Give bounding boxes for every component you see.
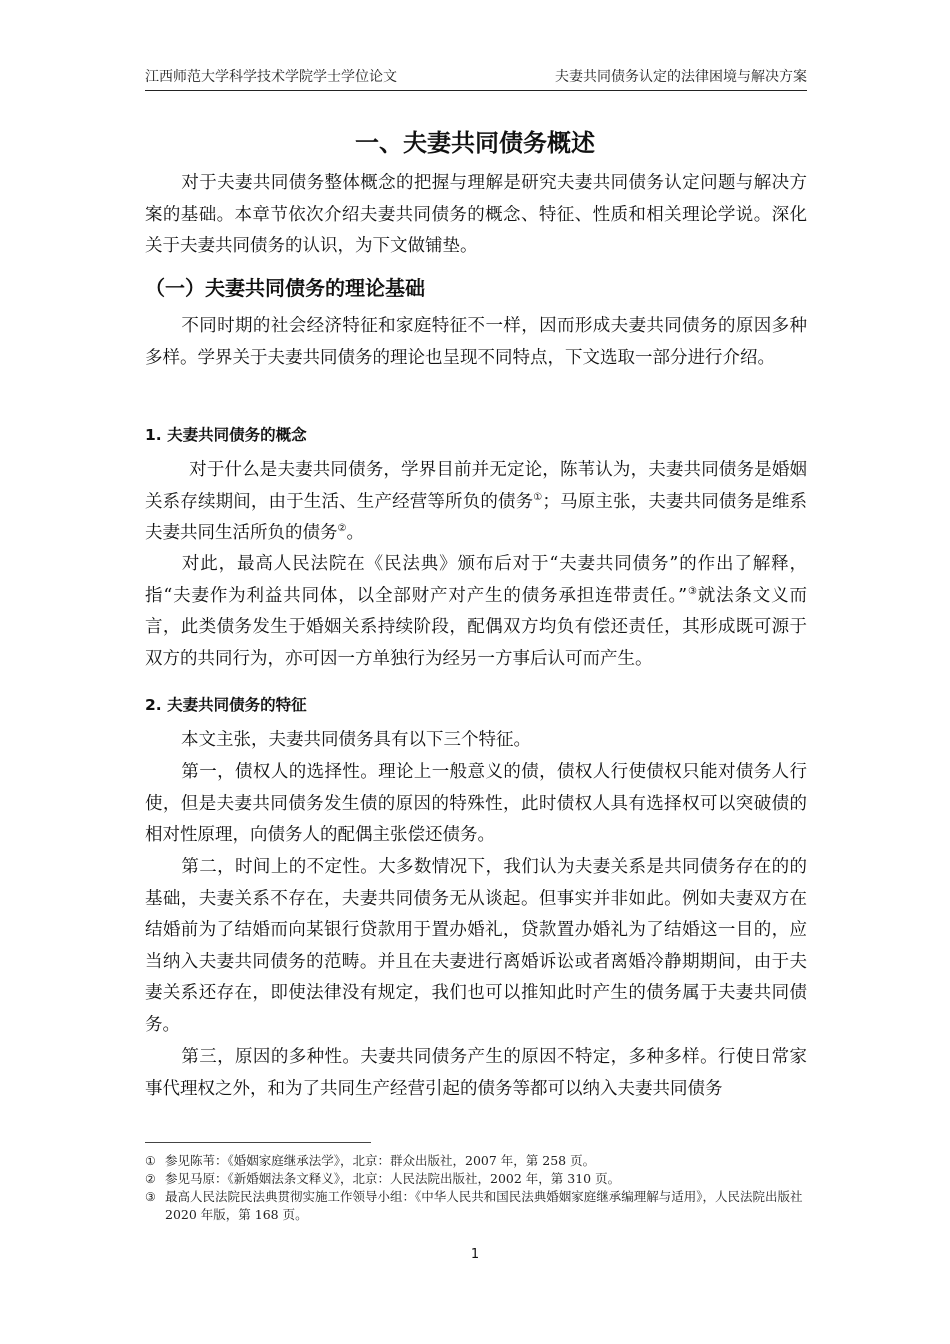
- chapter-title: 一、夫妻共同债务概述: [355, 129, 595, 157]
- intro-text: 对于夫妻共同债务整体概念的把握与理解是研究夫妻共同债务认定问题与解决方案的基础。本章节依次介绍夫妻共同债务的概念、特征、性质和相关理论学说。深化关于夫妻共同债务的认识，为下文做铺垫。: [145, 173, 807, 256]
- features-text-1: 本文主张，夫妻共同债务具有以下三个特征。: [181, 730, 531, 750]
- features-paragraph-1: [145, 725, 807, 757]
- footnote-1: [145, 1152, 807, 1170]
- footnote-mark-3: ③: [145, 1190, 156, 1204]
- theory-paragraph: [145, 311, 807, 374]
- footnotes: [145, 1152, 807, 1224]
- features-text-2: 第一，债权人的选择性。理论上一般意义的债，债权人行使债权只能对债务人行使，但是夫妻共同债务发生债的原因的特殊性，此时债权人具有选择权可以突破债的相对性原理，向债务人的配偶主张偿还债务。: [145, 762, 807, 845]
- interpretation-text-b: 就法条文义而言，此类债务发生于婚姻关系持续阶段，配偶双方均负有偿还责任，其形成既可源于双方的共同行为，亦可因一方单独行为经另一方事后认可而产生。: [145, 585, 808, 669]
- concept-paragraph-2: [145, 549, 807, 675]
- theory-text: 不同时期的社会经济特征和家庭特征不一样，因而形成夫妻共同债务的原因多种多样。学界关于夫妻共同债务的理论也呈现不同特点，下文选取一部分进行介绍。: [145, 316, 807, 368]
- footnote-separator: [145, 1142, 371, 1143]
- header-thesis-title: 夫妻共同债务认定的法律困境与解决方案: [555, 69, 807, 85]
- page-number: 1: [470, 1247, 480, 1262]
- footnote-text-3: 最高人民法院民法典贯彻实施工作领导小组：《中华人民共和国民法典婚姻家庭继承编理解与适用》，人民法院出版社 2020 年版，第 168 页。: [165, 1189, 803, 1222]
- features-paragraph-3: [145, 852, 807, 1041]
- concept-text-b: ；马原主张，夫妻共同债务是维系夫妻共同生活所负的债务: [145, 491, 808, 543]
- features-text-4: 第三，原因的多种性。夫妻共同债务产生的原因不特定，多种多样。行使日常家事代理权之外，和为了共同生产经营引起的债务等都可以纳入夫妻共同债务: [145, 1047, 807, 1099]
- footnote-ref-1: ①: [533, 491, 543, 503]
- footnote-ref-2: ②: [337, 523, 347, 535]
- footnote-mark-2: ②: [145, 1172, 156, 1186]
- footnote-3: [145, 1188, 807, 1224]
- subsection-heading-features: 2. 夫妻共同债务的特征: [145, 696, 307, 714]
- footnote-text-1: 参见陈苇：《婚姻家庭继承法学》，北京：群众出版社，2007 年，第 258 页。: [165, 1153, 596, 1168]
- concept-text-c: 。: [346, 523, 364, 543]
- footnote-mark-1: ①: [145, 1154, 156, 1168]
- interpretation-text-a: 对此，最高人民法院在《民法典》颁布后对于“夫妻共同债务”的作出了解释，指“夫妻作为利益共同体，以全部财产对产生的债务承担连带责任。”: [145, 554, 807, 606]
- footnote-2: [145, 1170, 807, 1188]
- features-paragraph-4: [145, 1042, 807, 1105]
- concept-text-a: 对于什么是夫妻共同债务，学界目前并无定论，陈苇认为，夫妻共同债务是婚姻关系存续期间，由于生活、生产经营等所负的债务: [145, 460, 807, 512]
- features-text-3: 第二，时间上的不定性。大多数情况下，我们认为夫妻关系是共同债务存在的的基础，夫妻关系不存在，夫妻共同债务无从谈起。但事实并非如此。例如夫妻双方在结婚前为了结婚而向某银行贷款用于置办婚礼，贷款置办婚礼为了结婚这一目的，应当纳入夫妻共同债务的范畴。并且在夫妻进行离婚诉讼或者离婚冷静期期间，由于夫妻关系还存在，即使法律没有规定，我们也可以推知此时产生的债务属于夫妻共同债务。: [145, 857, 807, 1035]
- section-heading-theory: （一）夫妻共同债务的理论基础: [145, 276, 425, 300]
- running-header: [145, 66, 807, 91]
- intro-paragraph: [145, 168, 807, 263]
- concept-paragraph-1: [145, 455, 807, 550]
- header-institution: 江西师范大学科学技术学院学士学位论文: [145, 69, 397, 85]
- features-paragraph-2: [145, 757, 807, 852]
- footnote-text-2: 参见马原：《新婚姻法条文释义》，北京：人民法院出版社，2002 年，第 310 页。: [165, 1171, 621, 1186]
- footnote-ref-3: ③: [687, 585, 698, 597]
- subsection-heading-concept: 1. 夫妻共同债务的概念: [145, 426, 307, 444]
